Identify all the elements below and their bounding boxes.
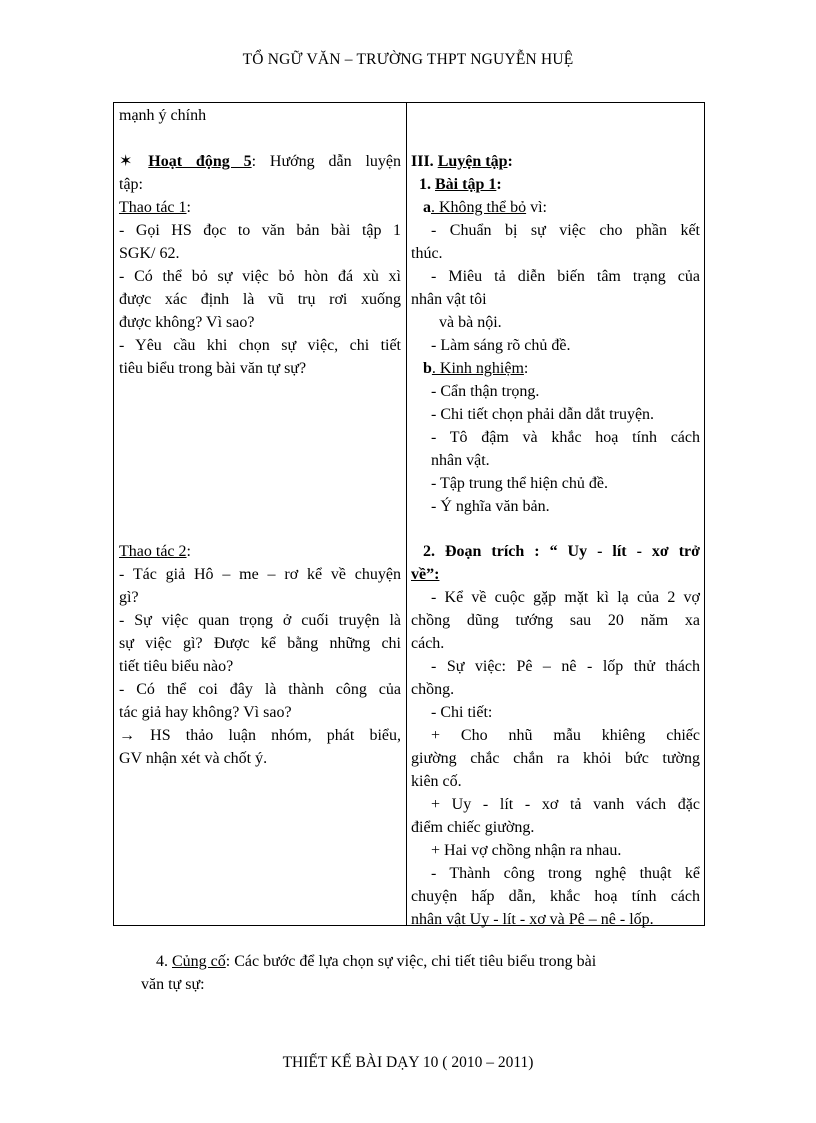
text-line: giường chắc chắn ra khỏi bức tường xyxy=(411,750,700,767)
text-line: - Kể về cuộc gặp mặt kì lạ của 2 vợ xyxy=(431,589,700,606)
text-line: được xác định là vũ trụ rơi xuống xyxy=(119,291,401,308)
section-colon: : xyxy=(507,153,513,170)
excerpt-heading: 2. Đoạn trích : “ Uy - lít - xơ trở xyxy=(423,543,700,560)
text-line: - Sự việc quan trọng ở cuối truyện là xyxy=(119,612,401,629)
text-line: nhân vật. xyxy=(431,452,490,469)
text-line: - Sự việc: Pê – nê - lốp thử thách xyxy=(431,658,700,675)
text-line: sự việc gì? Được kể bằng những chi xyxy=(119,635,401,652)
text-line: gì? xyxy=(119,589,139,606)
text-line: - Làm sáng rõ chủ đề. xyxy=(431,337,571,354)
text-line: - Tác giả Hô – me – rơ kể về chuyện xyxy=(119,566,401,583)
text-line: - Tô đậm và khắc hoạ tính cách xyxy=(431,429,700,446)
text-line: + Uy - lít - xơ tả vanh vách đặc xyxy=(431,796,700,813)
text-line: tiết tiêu biểu nào? xyxy=(119,658,234,675)
text-line: tác giả hay không? Vì sao? xyxy=(119,704,292,721)
text-line: - Yêu cầu khi chọn sự việc, chi tiết xyxy=(119,337,401,354)
text-line: nhân vật Uy - lít - xơ và Pê – nê - lốp. xyxy=(411,911,654,928)
text-line: chuyện hấp dẫn, khắc hoạ tính cách xyxy=(411,888,700,905)
sub-label: a xyxy=(423,199,431,216)
star-icon: ✶ xyxy=(119,153,133,170)
text-line: SGK/ 62. xyxy=(119,245,180,262)
text-line: thúc. xyxy=(411,245,443,262)
conclusion-line-cont: văn tự sự: xyxy=(141,976,205,993)
section-number: III. xyxy=(411,153,438,170)
text-line: tiêu biểu trong bài văn tự sự? xyxy=(119,360,307,377)
step-title: Thao tác 2 xyxy=(119,543,187,560)
subheading-b xyxy=(423,357,700,380)
content-column xyxy=(411,103,700,928)
text-line: - Tập trung thể hiện chủ đề. xyxy=(431,475,608,492)
sub-title: . Không thể bỏ xyxy=(431,199,527,216)
text-line: - Có thể bỏ sự việc bỏ hòn đá xù xì xyxy=(119,268,401,285)
step-title: Thao tác 1 xyxy=(119,199,187,216)
sub-title: . Kinh nghiệm xyxy=(431,360,524,377)
step-colon: : xyxy=(186,199,191,216)
text-line: nhân vật tôi xyxy=(411,291,487,308)
activities-column xyxy=(119,103,401,925)
text-line: cách. xyxy=(411,635,445,652)
step-heading xyxy=(119,196,401,219)
section-heading xyxy=(411,150,700,173)
column-divider xyxy=(406,103,407,925)
text-line: - Thành công trong nghệ thuật kể xyxy=(431,865,700,882)
text-line: - Chuẩn bị sự việc cho phần kết xyxy=(431,222,700,239)
text-line: + Hai vợ chồng nhận ra nhau. xyxy=(431,842,622,859)
exercise-title: Bài tập 1 xyxy=(435,176,497,193)
step-colon: : xyxy=(186,543,191,560)
text-line: - Gọi HS đọc to văn bản bài tập 1 xyxy=(119,222,401,239)
text-line: - Chi tiết: xyxy=(431,704,493,721)
text-line: - Có thể coi đây là thành công của xyxy=(119,681,401,698)
conclusion-line xyxy=(156,950,716,973)
text-line: chồng. xyxy=(411,681,455,698)
activity-title: Hoạt động 5 xyxy=(148,153,252,170)
sub-rest: : xyxy=(523,360,529,377)
exercise-heading xyxy=(419,173,700,196)
page-footer: THIẾT KẾ BÀI DẠY 10 ( 2010 – 2011) xyxy=(282,1054,534,1071)
text-line: tập: xyxy=(119,176,143,193)
text-line: - Ý nghĩa văn bản. xyxy=(431,498,550,515)
text-line: - Chi tiết chọn phải dẫn dắt truyện. xyxy=(431,406,655,423)
sub-label: b xyxy=(423,360,432,377)
text-line: kiên cố. xyxy=(411,773,462,790)
text-line: mạnh ý chính xyxy=(119,107,207,124)
activity-rest: : Hướng dẫn luyện xyxy=(251,153,402,170)
conclusion-text: : Các bước để lựa chọn sự việc, chi tiết tiêu biểu trong bài xyxy=(225,953,597,970)
text-line: + Cho nhũ mẫu khiêng chiếc xyxy=(431,727,700,744)
step-heading xyxy=(119,540,401,563)
section-title: Luyện tập xyxy=(437,153,508,170)
sub-rest: vì: xyxy=(526,199,547,216)
text-line: - Cẩn thận trọng. xyxy=(431,383,540,400)
excerpt-heading-cont: về”: xyxy=(411,566,440,583)
text-line: → HS thảo luận nhóm, phát biểu, xyxy=(119,727,401,744)
page-header: TỔ NGỮ VĂN – TRƯỜNG THPT NGUYỄN HUỆ xyxy=(242,51,574,68)
text-line: điểm chiếc giường. xyxy=(411,819,535,836)
exercise-number: 1. xyxy=(419,176,435,193)
exercise-colon: : xyxy=(496,176,502,193)
text-line: GV nhận xét và chốt ý. xyxy=(119,750,268,767)
text-line: được không? Vì sao? xyxy=(119,314,255,331)
conclusion-label: Củng cố xyxy=(172,953,226,970)
text-line: chồng dũng tướng sau 20 năm xa xyxy=(411,612,700,629)
text-line: - Miêu tả diễn biến tâm trạng của xyxy=(431,268,700,285)
subheading-a xyxy=(423,196,700,219)
text-line: và bà nội. xyxy=(439,314,502,331)
conclusion-number: 4. xyxy=(156,953,172,970)
lesson-table xyxy=(113,102,705,926)
activity-heading xyxy=(119,150,401,173)
